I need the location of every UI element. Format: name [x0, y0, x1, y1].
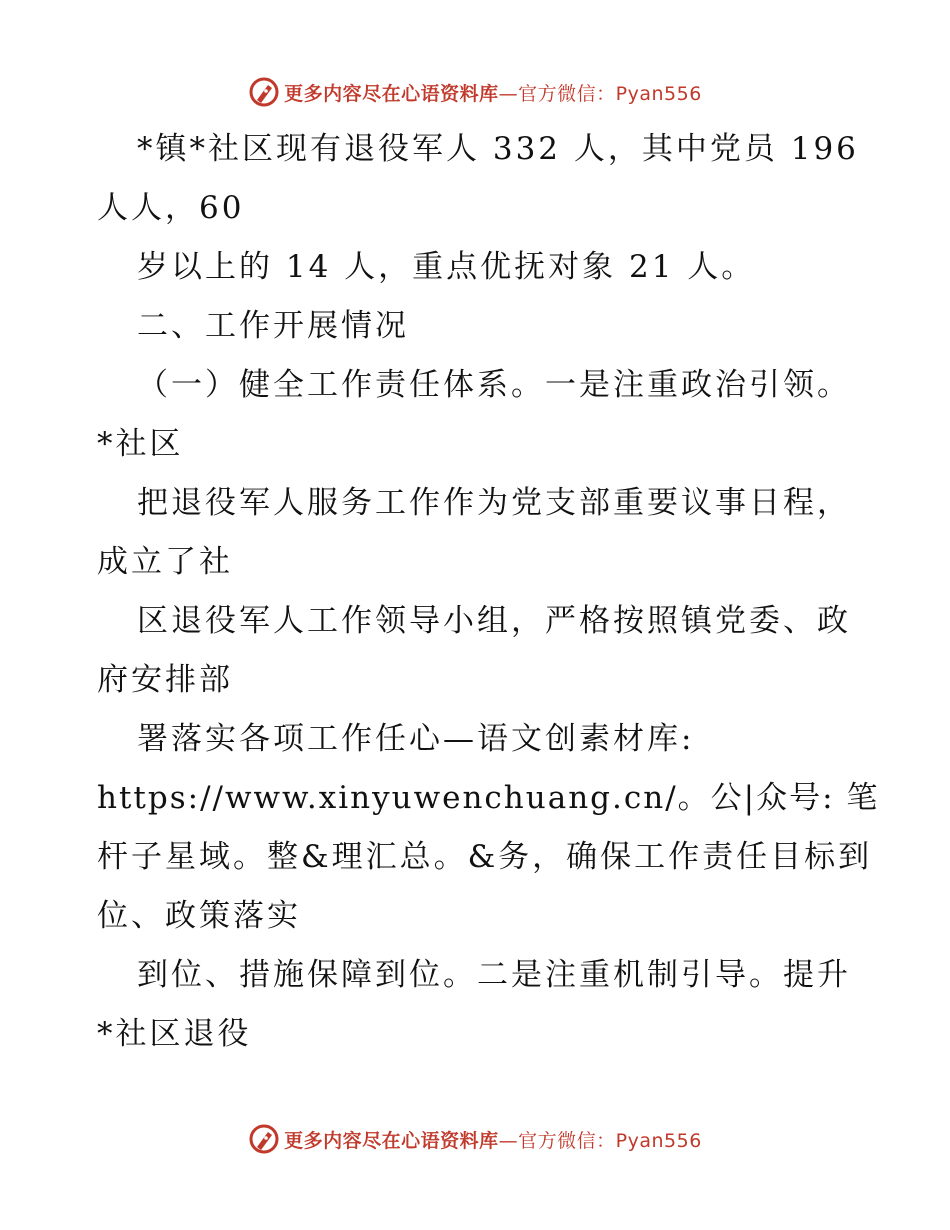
text-line: 到位、措施保障到位。二是注重机制引导。提升	[137, 957, 851, 993]
text-line: 杆子星域。整&理汇总。&务，确保工作责任目标到	[97, 839, 873, 875]
text-line: 府安排部	[97, 662, 233, 698]
watermark-text: 更多内容尽在心语资料库—官方微信：Pyan556	[284, 82, 702, 105]
text-line: 署落实各项工作任心—语文创素材库:	[137, 721, 695, 757]
text-line: *社区	[97, 426, 184, 462]
text-line: 区退役军人工作领导小组，严格按照镇党委、政	[137, 603, 851, 639]
document-body	[97, 120, 880, 1064]
text-line: 人人，60	[97, 190, 245, 226]
text-line: https://www.xinyuwenchuang.cn/。公|众号: 笔	[97, 780, 880, 816]
text-line: （一）健全工作责任体系。一是注重政治引领。	[137, 367, 851, 403]
text-line: 岁以上的 14 人，重点优抚对象 21 人。	[137, 249, 756, 285]
pen-nib-circle-icon	[248, 76, 280, 108]
text-line: 位、政策落实	[97, 898, 301, 934]
text-line: 成立了社	[97, 544, 233, 580]
pen-nib-circle-icon	[248, 1123, 280, 1155]
text-line: *社区退役	[97, 1016, 252, 1052]
text-line: *镇*社区现有退役军人 332 人，其中党员 196	[137, 131, 859, 167]
text-line: 把退役军人服务工作作为党支部重要议事日程，	[137, 485, 851, 521]
watermark-header	[0, 70, 950, 114]
watermark-footer	[0, 1117, 950, 1161]
section-heading: 二、工作开展情况	[137, 308, 409, 344]
watermark-text: 更多内容尽在心语资料库—官方微信：Pyan556	[284, 1129, 702, 1152]
